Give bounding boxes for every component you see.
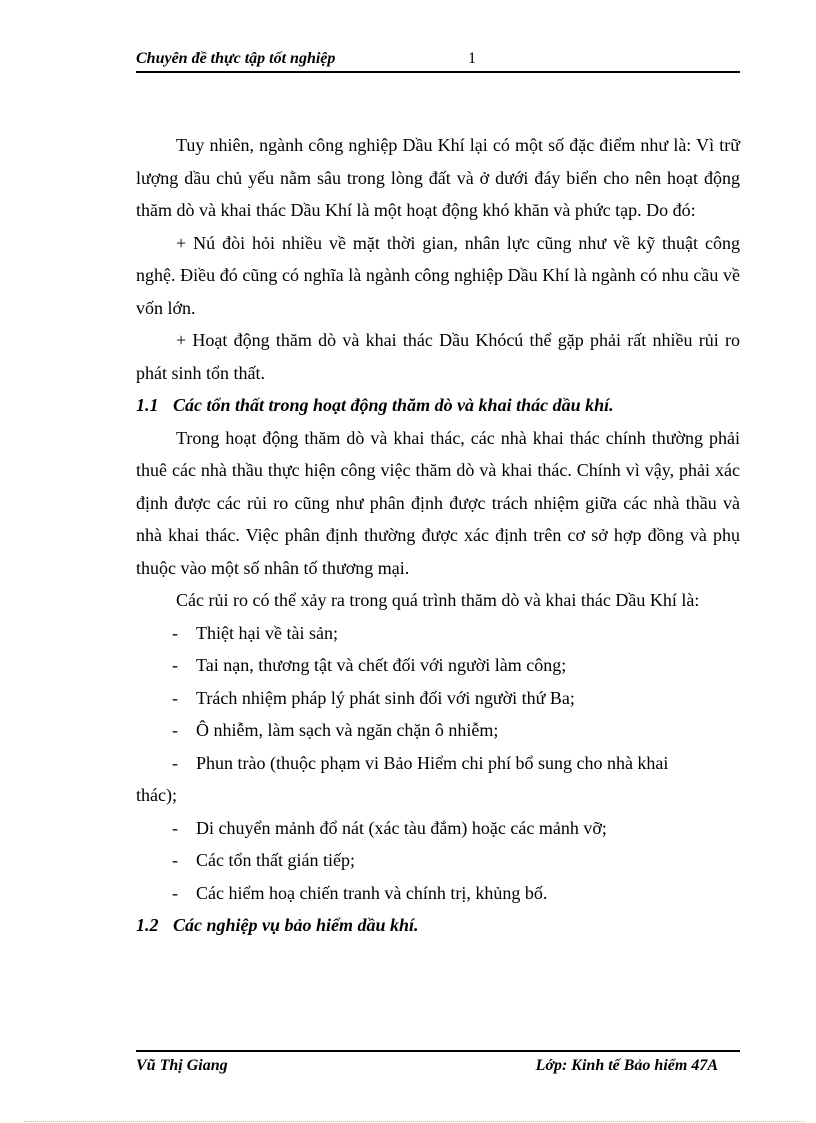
page-footer bbox=[136, 1050, 740, 1082]
section-number: 1.2 bbox=[136, 915, 159, 935]
risk-list bbox=[136, 617, 740, 910]
list-dash: - bbox=[172, 817, 178, 838]
list-item: - Ô nhiễm, làm sạch và ngăn chặn ô nhiễm; bbox=[136, 714, 740, 747]
section-number: 1.1 bbox=[136, 395, 159, 415]
section-title: Các tổn thất trong hoạt động thăm dò và khai thác dầu khí. bbox=[173, 395, 614, 415]
list-item: - Di chuyển mảnh đổ nát (xác tàu đắm) hoặc các mảnh vỡ; bbox=[136, 812, 740, 845]
paragraph-risks-intro: Các rủi ro có thể xảy ra trong quá trình thăm dò và khai thác Dầu Khí là: bbox=[176, 590, 700, 610]
list-item: - Phun trào (thuộc phạm vi Bảo Hiểm chi phí bổ sung cho nhà khai bbox=[136, 747, 740, 780]
list-item: - Thiệt hại về tài sản; bbox=[136, 617, 740, 650]
paragraph-contractors: Trong hoạt động thăm dò và khai thác, các nhà khai thác chính thường phải thuê các nhà thầu thực hiện công việc thăm dò và khai thác. Chính vì vậy, phải xác định được các rủi ro cũng như phân định được trách nhiệm giữa các nhà thầu và nhà khai thác. Việc phân định thường được xác định trên cơ sở hợp đồng và phụ thuộc vào một số nhân tố thương mại. bbox=[136, 427, 740, 578]
list-dash: - bbox=[172, 882, 178, 903]
header-title: Chuyên đề thực tập tốt nghiệp bbox=[136, 50, 336, 67]
list-dash: - bbox=[172, 720, 178, 740]
list-item: - Các tổn thất gián tiếp; bbox=[136, 844, 740, 877]
document-body bbox=[136, 129, 740, 942]
list-dash: - bbox=[172, 655, 178, 675]
list-dash: - bbox=[172, 622, 178, 643]
paragraph-intro: Tuy nhiên, ngành công nghiệp Dầu Khí lại có một số đặc điểm như là: Vì trữ lượng dầu chủ yếu nằm sâu trong lòng đất và ở dưới đáy biển cho nên hoạt động thăm dò và khai thác Dầu Khí là một hoạt động khó khăn và phức tạp. Do đó: bbox=[136, 135, 740, 220]
section-heading-1-1 bbox=[136, 389, 740, 422]
page-header bbox=[136, 49, 740, 73]
list-item: - Trách nhiệm pháp lý phát sinh đối với người thứ Ba; bbox=[136, 682, 740, 715]
list-dash: - bbox=[172, 752, 178, 773]
list-item: - Tai nạn, thương tật và chết đối với người làm công; bbox=[136, 649, 740, 682]
list-item-continuation: thác); bbox=[136, 785, 177, 805]
list-dash: - bbox=[172, 687, 178, 708]
list-dash: - bbox=[172, 850, 178, 870]
section-title: Các nghiệp vụ bảo hiểm dầu khí. bbox=[173, 915, 419, 935]
footer-class: Lớp: Kinh tế Bảo hiểm 47A bbox=[535, 1057, 718, 1074]
page-edge-divider bbox=[24, 1121, 804, 1122]
footer-author: Vũ Thị Giang bbox=[136, 1057, 228, 1074]
paragraph-point-1: + Nú đòi hỏi nhiều về mặt thời gian, nhân lực cũng như về kỹ thuật công nghệ. Điều đó cũng có nghĩa là ngành công nghiệp Dầu Khí là ngành có nhu cầu về vốn lớn. bbox=[136, 232, 740, 318]
paragraph-point-2: + Hoạt động thăm dò và khai thác Dầu Khócú thể gặp phải rất nhiều rủi ro phát sinh tổn thất. bbox=[136, 330, 740, 383]
section-heading-1-2 bbox=[136, 909, 740, 942]
list-item: - Các hiểm hoạ chiến tranh và chính trị, khủng bố. bbox=[136, 877, 740, 910]
page-number: 1 bbox=[468, 50, 476, 67]
